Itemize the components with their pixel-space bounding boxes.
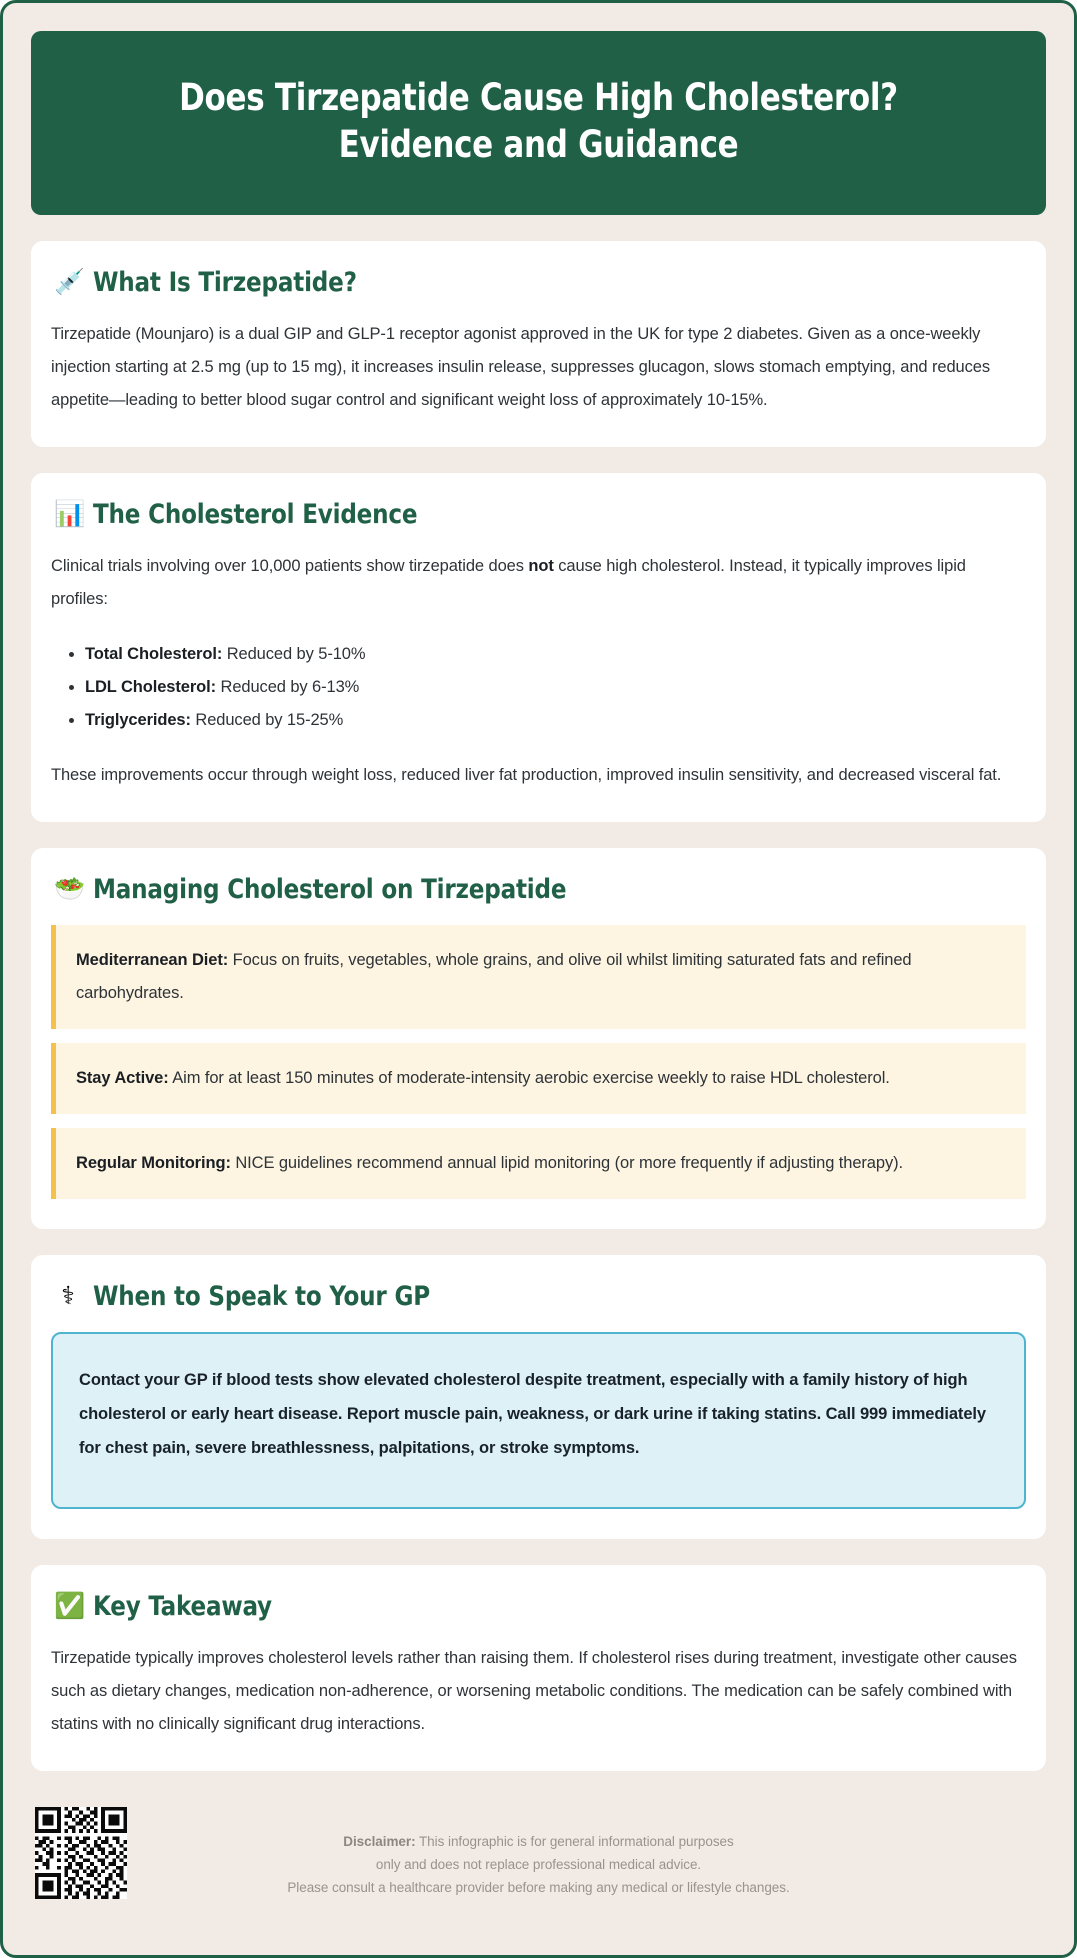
section-title: Key Takeaway [93,1591,272,1623]
list-item-label: Triglycerides: [85,710,191,729]
section-header [51,1591,1026,1622]
footer [31,1797,1046,1927]
list-item-label: Total Cholesterol: [85,644,223,663]
section-key-takeaway [31,1565,1046,1771]
disclaimer-label: Disclaimer: [343,1834,416,1850]
list-item-value: Reduced by 15-25% [190,710,344,729]
tip-body: Focus on fruits, vegetables, whole grains, and olive oil whilst limiting saturated fats and refined carbohydrates. [76,950,912,1002]
section-title: The Cholesterol Evidence [93,498,418,530]
section-when-to-speak-gp [31,1255,1046,1539]
evidence-intro-emphasis: not [528,556,554,575]
syringe-icon: 💉 [54,267,86,296]
section-header [51,499,1026,530]
disclaimer-line-1: This infographic is for general informational purposes [415,1834,734,1850]
list-item-label: LDL Cholesterol: [85,677,217,696]
qr-code-icon[interactable] [35,1807,127,1899]
tip-body: Aim for at least 150 minutes of moderate-intensity aerobic exercise weekly to raise HDL cholesterol. [168,1068,890,1087]
evidence-outro: These improvements occur through weight loss, reduced liver fat production, improved insulin sensitivity, and decreased visceral fat. [51,765,1002,784]
list-item [85,704,1026,737]
section-managing-cholesterol [31,848,1046,1229]
section-body-text: Tirzepatide typically improves cholesterol levels rather than raising them. If cholesterol rises during treatment, investigate other causes such as dietary changes, medication non-adherence, or worsening metabolic conditions. The medication can be safely combined with statins with no clinically significant drug interactions. [51,1649,1017,1734]
list-item-value: Reduced by 6-13% [216,677,360,696]
list-item [85,671,1026,704]
section-header [51,874,1026,905]
section-title: What Is Tirzepatide? [93,266,357,298]
section-header [51,1281,1026,1312]
tip-box-stay-active [51,1043,1026,1114]
tip-body: NICE guidelines recommend annual lipid monitoring (or more frequently if adjusting therapy). [230,1153,903,1172]
medical-symbol-icon: ⚕ [61,1281,75,1310]
tip-text [76,1062,1004,1095]
list-item-value: Reduced by 5-10% [222,644,366,663]
header-banner [31,31,1046,215]
check-mark-box-icon: ✅ [54,1592,86,1621]
page-title: Does Tirzepatide Cause High Cholesterol? Evidence and Guidance [179,76,898,166]
disclaimer-line-3: Please consult a healthcare provider before making any medical or lifestyle changes. [287,1879,790,1895]
tip-text [76,944,1004,1010]
tip-label: Regular Monitoring: [76,1153,231,1172]
section-title: When to Speak to Your GP [93,1280,430,1312]
section-body-text: Tirzepatide (Mounjaro) is a dual GIP and GLP-1 receptor agonist approved in the UK for type 2 diabetes. Given as a once-weekly injection starting at 2.5 mg (up to 15 mg), it increases insulin release, suppresses glucagon, slows stomach emptying, and reduces appetite—leading to better blood sugar control and significant weight loss of approximately 10-15%. [51,324,990,409]
section-cholesterol-evidence [31,473,1046,822]
tip-box-mediterranean-diet [51,925,1026,1029]
tip-text [76,1147,1004,1180]
evidence-intro-after: cause high cholesterol. Instead, it typically improves lipid profiles: [51,556,966,608]
tip-box-regular-monitoring [51,1128,1026,1199]
list-item [85,638,1026,671]
gp-alert-text: Contact your GP if blood tests show elevated cholesterol despite treatment, especially with a family history of high cholesterol or early heart disease. Report muscle pain, weakness, or dark urine if taking statins. Call 999 immediately for chest pain, severe breathlessness, palpitations, or stroke symptoms. [79,1370,986,1457]
salad-bowl-icon: 🥗 [54,874,86,903]
lipid-improvements-list [51,638,1026,737]
tip-label: Stay Active: [76,1068,169,1087]
disclaimer-text [31,1811,1046,1899]
section-header [51,267,1026,298]
bar-chart-icon: 📊 [54,499,86,528]
disclaimer-line-2: only and does not replace professional medical advice. [375,1857,702,1873]
evidence-intro-before: Clinical trials involving over 10,000 patients show tirzepatide does [51,556,529,575]
section-what-is-tirzepatide [31,241,1046,447]
section-title: Managing Cholesterol on Tirzepatide [93,873,567,905]
evidence-intro [51,550,1026,616]
tip-label: Mediterranean Diet: [76,950,229,969]
gp-alert-box [51,1332,1026,1509]
